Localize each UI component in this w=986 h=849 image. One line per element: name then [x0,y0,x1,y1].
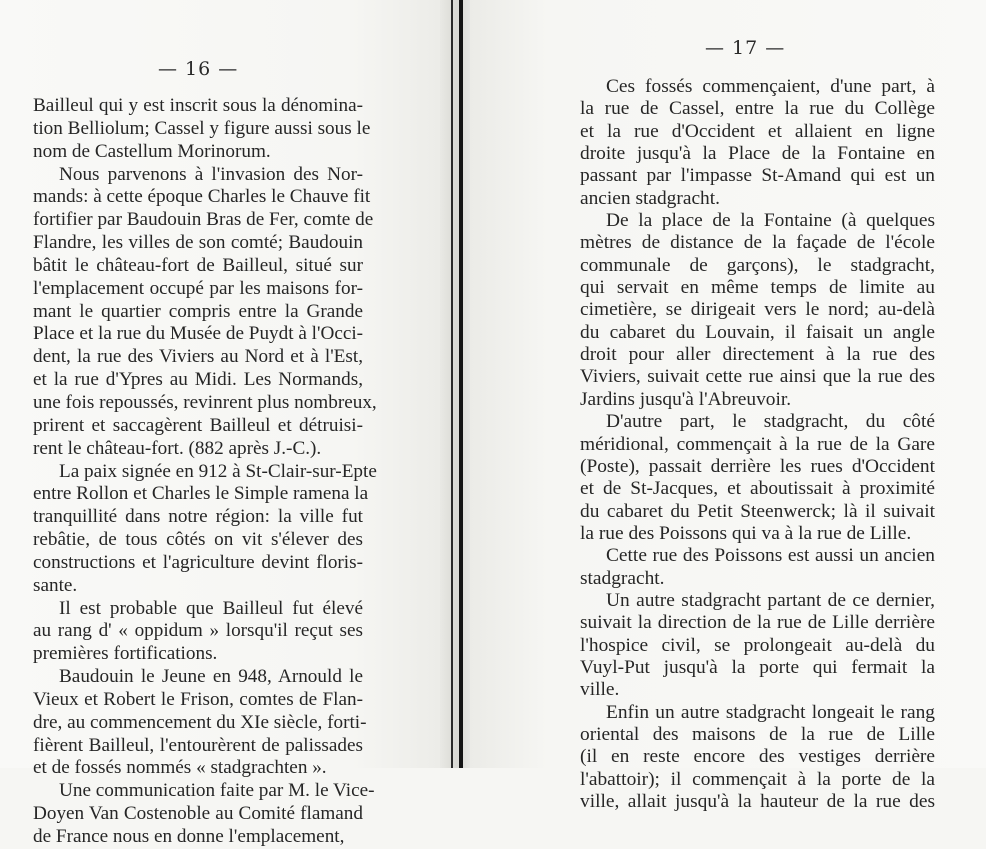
text-line: Place et la rue du Musée de Puydt à l'Occi- [33,323,364,345]
text-line: tranquillité dans notre région: la ville fut [33,506,363,528]
text-line: stadgracht. [580,567,665,589]
right-page-text [580,76,935,813]
text-line: Enfin un autre stadgracht longeait le rang [606,701,935,723]
right-page-number: — 17 — [705,37,786,59]
text-line: fortifier par Baudouin Bras de Fer, comte de [33,209,374,231]
text-line: au rang d' « oppidum » lorsqu'il reçut ses [33,620,363,642]
right-page [470,0,986,812]
text-line: l'hospice civil, se prolongeait au-delà du [580,634,935,656]
text-line: sante. [33,574,78,596]
text-line: (Poste), passait derrière les rues d'Occident [580,455,935,477]
text-line: méridional, commençait à la rue de la Gare [580,433,935,455]
text-line: cimetière, se dirigeait vers le nord; au-delà [580,299,935,321]
text-line: et de St-Jacques, et aboutissait à proximité [580,478,935,500]
text-line: l'abattoir); il commençait à la porte de la [580,768,935,790]
text-line: fièrent Bailleul, l'entourèrent de palissades [33,734,363,756]
text-line: droit pour aller directement à la rue des [580,344,935,366]
text-line: entre Rollon et Charles le Simple ramena la [33,483,369,505]
text-line: Doyen Van Costenoble au Comité flamand [33,803,363,825]
text-line: une fois repoussés, revinrent plus nombreux, [33,391,377,413]
text-line: communale de garçons), le stadgracht, [580,254,935,276]
text-line: Il est probable que Bailleul fut élevé [59,597,363,619]
text-line: Cette rue des Poissons est aussi un ancien [606,545,935,567]
text-line: (il en reste encore des vestiges derrière [580,746,935,768]
text-line: De la place de la Fontaine (à quelques [606,210,935,232]
text-line: Un autre stadgracht partant de ce dernier, [606,589,935,611]
text-line: mètres de distance de la façade de l'école [580,232,935,254]
gutter-binding-line [451,0,453,768]
text-line: mands: à cette époque Charles le Chauve fit [33,186,371,208]
text-line: Viviers, suivait cette rue ainsi que la rue des [580,366,935,388]
text-line: dre, au commencement du XIe siècle, forti- [33,711,367,733]
text-line: prirent et saccagèrent Bailleul et détruisi- [33,414,363,436]
text-line: ancien stadgracht. [580,187,720,209]
text-line: Vieux et Robert le Frison, comtes de Flan- [33,688,363,710]
text-line: La paix signée en 912 à St-Clair-sur-Epte [59,460,377,482]
text-line: Baudouin le Jeune en 948, Arnould le [59,666,363,688]
text-line: de France nous en donne l'emplacement, [33,826,345,847]
text-line: bâtit le château-fort de Bailleul, situé sur [33,254,363,276]
text-line: dent, la rue des Viviers au Nord et à l'Est, [33,346,363,368]
text-line: Ces fossés commençaient, d'une part, à [606,76,935,97]
left-page-number: — 16 — [158,58,239,80]
text-line: Une communication faite par M. le Vice- [59,780,375,802]
text-line: D'autre part, le stadgracht, du côté [606,411,935,433]
text-line: Jardins jusqu'à l'Abreuvoir. [580,388,792,410]
text-line: nom de Castellum Morinorum. [33,140,271,162]
text-line: droite jusqu'à la Place de la Fontaine en [580,143,935,165]
text-line: et la rue d'Occident et allaient en ligne [580,120,935,142]
text-line: qui servait en même temps de limite au [580,277,935,299]
text-line: Flandre, les villes de son comté; Baudouin [33,232,363,254]
text-line: rebâtie, de tous côtés on vit s'élever des [33,529,363,551]
text-line: la rue des Poissons qui va à la rue de Lille. [580,522,912,544]
text-line: Bailleul qui y est inscrit sous la dénomina- [33,95,363,116]
gutter-binding-line [459,0,463,768]
text-line: ville. [580,679,620,701]
text-line: du cabaret du Louvain, il faisait un angle [580,321,935,343]
left-page [0,0,440,847]
text-line: constructions et l'agriculture devint floris- [33,551,363,573]
text-line: Nous parvenons à l'invasion des Nor- [59,163,363,185]
text-line: et de fossés nommés « stadgrachten ». [33,757,327,779]
text-line: oriental des maisons de la rue de Lille [580,723,935,745]
text-line: et la rue d'Ypres au Midi. Les Normands, [33,369,363,391]
text-line: tion Belliolum; Cassel y figure aussi sous le [33,117,371,139]
book-gutter [440,0,470,768]
text-line: passant par l'impasse St-Amand qui est un [580,165,935,187]
text-line: premières fortifications. [33,643,218,665]
text-line: du cabaret du Petit Steenwerck; là il suivait [580,500,935,522]
text-line: ville, allait jusqu'à la hauteur de la rue des [580,791,935,812]
text-line: rent le château-fort. (882 après J.-C.). [33,437,322,459]
text-line: l'emplacement occupé par les maisons for- [33,277,363,299]
text-line: Vuyl-Put jusqu'à la porte qui fermait la [580,656,935,678]
left-page-text [33,95,377,849]
text-line: mant le quartier compris entre la Grande [33,300,363,322]
text-line: la rue de Cassel, entre la rue du Collège [580,98,935,120]
text-line: suivait la direction de la rue de Lille derrière [580,612,935,634]
